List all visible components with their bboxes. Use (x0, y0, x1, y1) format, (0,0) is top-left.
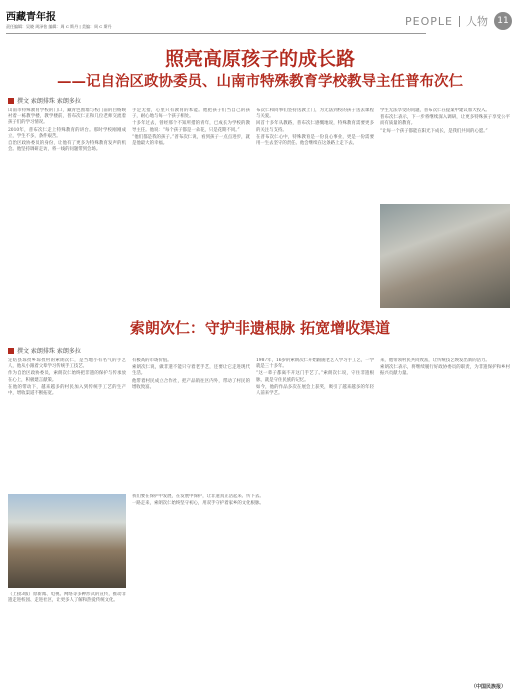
paragraph: “让每一个孩子都能在阳光下成长，是我们共同的心愿。” (380, 128, 488, 134)
byline-text: 撰文 索朗排珠 索朗多拉 (17, 348, 81, 355)
paragraph: “他们都是我的孩子。”普布次仁说，看到孩子一点点进步，就是他最大的幸福。 (132, 134, 250, 147)
paragraph: 回首十多年从教路，普布次仁感慨地说，特殊教育需要更多的关注与支持。 (256, 121, 374, 133)
paragraph: （上接3版）原新闻、电视、网络等多种形式的宣传，推动非遗走进校园、走进社区，让更多人了解和热爱传统文化。 (8, 592, 126, 604)
section-english: PEOPLE (405, 14, 453, 28)
byline-bottom (8, 346, 81, 355)
paragraph: “这一辈子都离不开这门手艺了。”索朗次仁说，守住非遗根脉，就是守住民族的记忆。 (256, 371, 374, 383)
article1-column-1 (8, 108, 126, 308)
paragraph: 有极高的市场价值。 (132, 358, 172, 363)
page-number-badge: 11 (494, 12, 512, 30)
paragraph: 他带着村民成立合作社，把产品销往区内外，带动了村民的增收致富。 (132, 378, 250, 390)
second-headline: 索朗次仁：守护非遗根脉 拓宽增收渠道 (129, 319, 391, 337)
article1-column-3 (256, 108, 374, 308)
paragraph: 索朗次仁说，做非遗不能只守着老手艺，还要让它走进现代生活。 (132, 365, 250, 377)
paragraph: 布次仁和同事们坚持送教上门，为无法到校的孩子送去课程与关爱。 (256, 108, 374, 120)
paragraph: 在他的带动下，越来越多的村民加入到传统手工艺的生产中，增收渠道不断拓宽。 (8, 384, 126, 397)
byline-marker-icon (8, 348, 14, 354)
paragraph: 作为自治区政协委员，索朗次仁始终把非遗的保护与传承放在心上，积极建言献策。 (8, 371, 126, 383)
paragraph: 定结县琼孜乡琼孜村的索朗次仁，是当地小有名气的手艺人，他从小跟着父辈学习传统手工技艺。 (8, 358, 126, 370)
paragraph: 自治区政协委员的身份，让他有了更多为特殊教育发声的机会。他坚持调研走访，将一线的问题带到会场。 (8, 141, 126, 153)
paragraph: 一路走来，索朗次仁始终坚守初心，用双手守护着家乡的文化根脉。 (132, 501, 264, 507)
paragraph: 山南市特殊教育学校的门口，藏青色围墙与校门前的白杨映衬着一栋教学楼，教学楼前，普布次仁正和几位老师交流着孩子们的学习情况。 (8, 108, 126, 126)
section-chinese: 人物 (466, 15, 488, 28)
paragraph: 如今，他的作品多次在展会上获奖，吸引了越来越多的年轻人前来学艺。 (256, 384, 374, 397)
article2-column-3 (256, 358, 374, 490)
article2-column-4 (380, 358, 510, 490)
main-headline: 照亮高原孩子的成长路 (164, 48, 355, 70)
craft-photo (8, 494, 126, 588)
byline-top (8, 96, 81, 105)
paper-name: 西藏青年报 (6, 12, 56, 23)
editor-meta: 责任编辑：吴晓 周泽怡 编辑：周 C 斯丹 | 美编：周 C 斯丹 (6, 24, 112, 29)
byline-text: 撰文 索朗排珠 索朗多拉 (17, 98, 81, 105)
paragraph: 我们要在保护中发展，在发展中保护，让非遗真正活起来、传下去。 (132, 494, 264, 499)
paragraph: 手足无措，心里只有教育的本能。他把孩子们当自己的孩子，耐心地与每一个孩子相处。 (132, 108, 250, 120)
byline-marker-icon (8, 98, 14, 104)
paragraph: 学生无法享受的问题，普布次仁在提案中建议加大投入。 (380, 108, 490, 113)
article1-column-2 (132, 108, 250, 308)
header-rule (6, 33, 426, 34)
article2-bottom-columns (132, 494, 374, 682)
article2-column-1 (8, 358, 126, 490)
article2-column-2 (132, 358, 250, 490)
article-source: （中国民族报） (470, 684, 506, 690)
paragraph: 2010年，普布次仁走上特殊教育的讲台。那时学校刚刚成立，学生不多，条件艰苦。 (8, 127, 126, 139)
paragraph: 普布次仁表示，下一步将继续深入调研，让更多特殊孩子享受公平而有质量的教育。 (380, 115, 510, 127)
article1-column-4 (380, 108, 510, 200)
paragraph: 来，他带领村民共同致富，让传统技艺焕发出新的活力。 (380, 358, 490, 363)
paragraph: 索朗次仁表示，将继续履行好政协委员的职责，为非遗保护和乡村振兴贡献力量。 (380, 365, 510, 377)
section-divider (459, 16, 460, 27)
article2-bottom-column-1 (8, 592, 126, 682)
portrait-photo (380, 204, 510, 308)
paragraph: 十多年过去，曾经那个不知所措的青年，已成长为学校的教导主任。他说：“每个孩子都是一朵花，只是花期不同。” (132, 121, 250, 133)
paragraph: 在普布次仁心中，特殊教育是一份良心事业，更是一份需要用一生去坚守的责任。他会继续在这条路上走下去。 (256, 134, 374, 147)
section-label (405, 12, 512, 30)
paragraph: 1987年，16岁的索朗次仁开始跟随老艺人学习手工艺，一学就是三十多年。 (256, 358, 374, 370)
main-subheadline: ——记自治区政协委员、山南市特殊教育学校教导主任普布次仁 (57, 73, 463, 90)
